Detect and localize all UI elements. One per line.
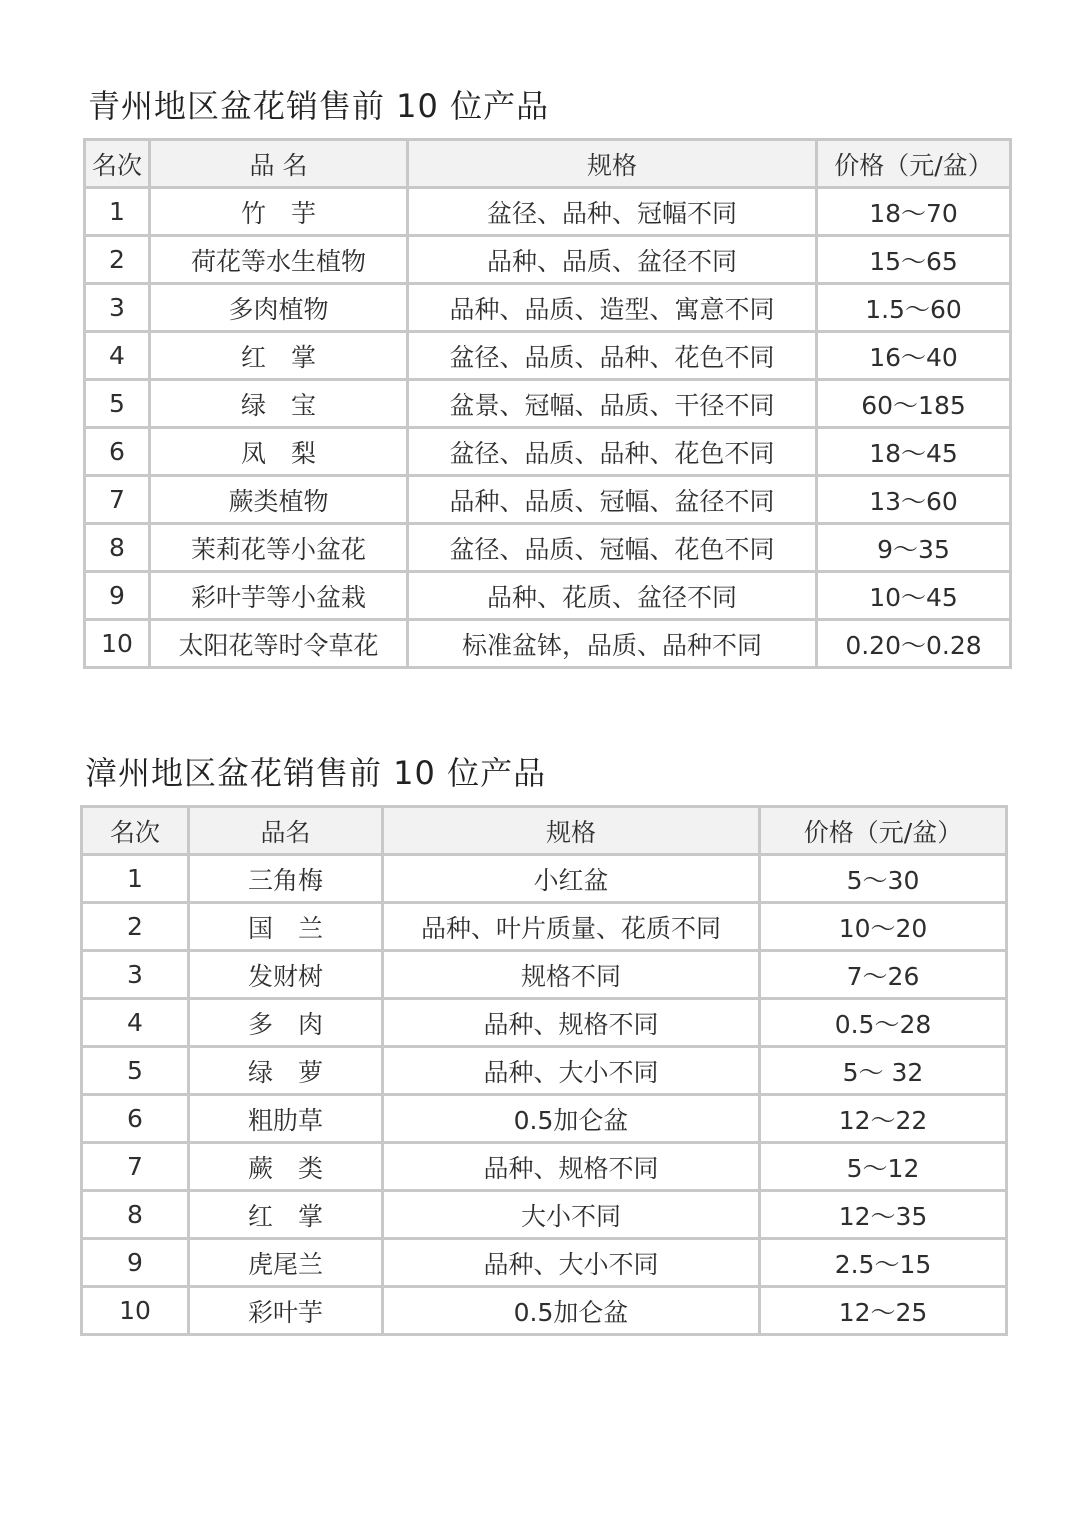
cell-spec: 品种、叶片质量、花质不同 [383, 903, 760, 951]
table-header-row [85, 140, 1011, 188]
table-row [85, 428, 1011, 476]
cell-price: 12～25 [760, 1287, 1007, 1335]
cell-name: 多肉植物 [150, 284, 408, 332]
cell-price: 5～12 [760, 1143, 1007, 1191]
header-spec: 规格 [383, 807, 760, 855]
header-name: 品 名 [150, 140, 408, 188]
table-row [85, 380, 1011, 428]
cell-spec: 标准盆钵，品质、品种不同 [408, 620, 817, 668]
header-spec: 规格 [408, 140, 817, 188]
cell-name: 红 掌 [189, 1191, 383, 1239]
cell-name: 多 肉 [189, 999, 383, 1047]
table-row [85, 284, 1011, 332]
qingzhou-sales-table [83, 138, 1012, 669]
cell-spec: 盆景、冠幅、品质、干径不同 [408, 380, 817, 428]
cell-name: 彩叶芋等小盆栽 [150, 572, 408, 620]
zhangzhou-table-title: 漳州地区盆花销售前 10 位产品 [85, 754, 547, 792]
table-row [82, 1143, 1007, 1191]
cell-name: 绿 萝 [189, 1047, 383, 1095]
cell-rank: 4 [82, 999, 189, 1047]
table-row [82, 1239, 1007, 1287]
cell-spec: 盆径、品质、冠幅、花色不同 [408, 524, 817, 572]
cell-rank: 8 [85, 524, 150, 572]
header-name: 品名 [189, 807, 383, 855]
cell-price: 10～45 [817, 572, 1011, 620]
cell-rank: 7 [85, 476, 150, 524]
cell-price: 1.5～60 [817, 284, 1011, 332]
table-body [85, 188, 1011, 668]
table-row [85, 188, 1011, 236]
table-header-row [82, 807, 1007, 855]
qingzhou-table-title: 青州地区盆花销售前 10 位产品 [88, 87, 550, 125]
cell-spec: 品种、品质、造型、寓意不同 [408, 284, 817, 332]
cell-rank: 2 [85, 236, 150, 284]
cell-spec: 品种、品质、冠幅、盆径不同 [408, 476, 817, 524]
table-row [82, 1287, 1007, 1335]
cell-spec: 品种、品质、盆径不同 [408, 236, 817, 284]
table-row [82, 951, 1007, 999]
table-row [82, 999, 1007, 1047]
table-row [82, 1191, 1007, 1239]
cell-spec: 品种、花质、盆径不同 [408, 572, 817, 620]
cell-spec: 品种、规格不同 [383, 999, 760, 1047]
cell-name: 红 掌 [150, 332, 408, 380]
cell-price: 18～70 [817, 188, 1011, 236]
header-rank: 名次 [82, 807, 189, 855]
table-row [85, 332, 1011, 380]
cell-price: 0.5～28 [760, 999, 1007, 1047]
cell-rank: 4 [85, 332, 150, 380]
cell-rank: 10 [82, 1287, 189, 1335]
cell-rank: 1 [85, 188, 150, 236]
cell-name: 粗肋草 [189, 1095, 383, 1143]
cell-price: 15～65 [817, 236, 1011, 284]
cell-spec: 0.5加仑盆 [383, 1287, 760, 1335]
cell-name: 蕨类植物 [150, 476, 408, 524]
zhangzhou-sales-table [80, 805, 1008, 1336]
cell-spec: 盆径、品种、冠幅不同 [408, 188, 817, 236]
cell-rank: 6 [85, 428, 150, 476]
cell-name: 蕨 类 [189, 1143, 383, 1191]
cell-name: 荷花等水生植物 [150, 236, 408, 284]
cell-rank: 10 [85, 620, 150, 668]
cell-rank: 6 [82, 1095, 189, 1143]
cell-spec: 大小不同 [383, 1191, 760, 1239]
cell-rank: 7 [82, 1143, 189, 1191]
cell-rank: 9 [85, 572, 150, 620]
cell-name: 绿 宝 [150, 380, 408, 428]
cell-name: 国 兰 [189, 903, 383, 951]
cell-rank: 3 [82, 951, 189, 999]
header-price: 价格（元/盆） [817, 140, 1011, 188]
cell-price: 16～40 [817, 332, 1011, 380]
table-row [82, 1047, 1007, 1095]
cell-spec: 盆径、品质、品种、花色不同 [408, 428, 817, 476]
table-row [82, 903, 1007, 951]
table-row [85, 476, 1011, 524]
table-body [82, 855, 1007, 1335]
cell-name: 彩叶芋 [189, 1287, 383, 1335]
cell-spec: 品种、大小不同 [383, 1239, 760, 1287]
cell-spec: 品种、规格不同 [383, 1143, 760, 1191]
cell-name: 太阳花等时令草花 [150, 620, 408, 668]
cell-name: 虎尾兰 [189, 1239, 383, 1287]
cell-price: 12～22 [760, 1095, 1007, 1143]
cell-spec: 规格不同 [383, 951, 760, 999]
cell-name: 竹 芋 [150, 188, 408, 236]
cell-price: 7～26 [760, 951, 1007, 999]
header-rank: 名次 [85, 140, 150, 188]
cell-spec: 0.5加仑盆 [383, 1095, 760, 1143]
cell-price: 9～35 [817, 524, 1011, 572]
cell-price: 60～185 [817, 380, 1011, 428]
table-row [85, 572, 1011, 620]
cell-price: 13～60 [817, 476, 1011, 524]
table-row [85, 236, 1011, 284]
cell-price: 12～35 [760, 1191, 1007, 1239]
cell-price: 5～ 32 [760, 1047, 1007, 1095]
header-price: 价格（元/盆） [760, 807, 1007, 855]
cell-name: 茉莉花等小盆花 [150, 524, 408, 572]
cell-price: 0.20～0.28 [817, 620, 1011, 668]
cell-spec: 小红盆 [383, 855, 760, 903]
cell-rank: 5 [82, 1047, 189, 1095]
cell-price: 2.5～15 [760, 1239, 1007, 1287]
cell-rank: 9 [82, 1239, 189, 1287]
cell-rank: 8 [82, 1191, 189, 1239]
cell-name: 发财树 [189, 951, 383, 999]
table-row [85, 620, 1011, 668]
table-row [85, 524, 1011, 572]
cell-rank: 1 [82, 855, 189, 903]
cell-spec: 品种、大小不同 [383, 1047, 760, 1095]
table-row [82, 1095, 1007, 1143]
cell-name: 三角梅 [189, 855, 383, 903]
cell-price: 10～20 [760, 903, 1007, 951]
cell-price: 5～30 [760, 855, 1007, 903]
cell-price: 18～45 [817, 428, 1011, 476]
table-row [82, 855, 1007, 903]
cell-rank: 2 [82, 903, 189, 951]
cell-spec: 盆径、品质、品种、花色不同 [408, 332, 817, 380]
cell-name: 凤 梨 [150, 428, 408, 476]
cell-rank: 3 [85, 284, 150, 332]
cell-rank: 5 [85, 380, 150, 428]
